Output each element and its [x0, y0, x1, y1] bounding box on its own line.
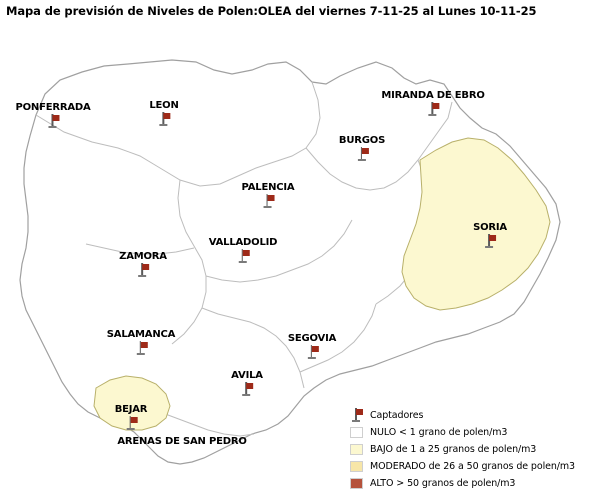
city-marker-zamora[interactable] [119, 251, 167, 277]
captador-pin-icon [158, 112, 171, 126]
city-marker-miranda-de-ebro[interactable] [381, 90, 484, 116]
captador-pin-icon [125, 416, 138, 430]
city-label: LEON [149, 100, 179, 111]
legend [350, 407, 594, 492]
city-marker-valladolid[interactable] [209, 237, 277, 263]
city-label: ARENAS DE SAN PEDRO [117, 436, 247, 447]
legend-row-alto [350, 475, 594, 491]
legend-label-bajo: BAJO de 1 a 25 granos de polen/m3 [370, 443, 537, 455]
map-canvas [0, 22, 600, 489]
captador-pin-icon [134, 341, 147, 355]
city-label: AVILA [231, 370, 263, 381]
captador-pin-icon [137, 263, 150, 277]
legend-row-moderado [350, 458, 594, 474]
city-label: SALAMANCA [106, 329, 176, 340]
captador-pin-icon [427, 102, 440, 116]
city-marker-leon[interactable] [149, 100, 178, 126]
captador-pin-icon [261, 194, 274, 208]
captador-pin-icon [236, 249, 249, 263]
legend-label-moderado: MODERADO de 26 a 50 granos de polen/m3 [370, 460, 575, 472]
city-label: BURGOS [338, 135, 386, 146]
city-label: PONFERRADA [15, 102, 91, 113]
captador-pin-icon [350, 408, 363, 422]
legend-swatch-nulo [350, 427, 363, 438]
legend-label-captadores: Captadores [370, 409, 424, 421]
city-marker-segovia[interactable] [288, 333, 336, 359]
city-marker-soria[interactable] [473, 222, 507, 248]
page-title: Mapa de previsión de Niveles de Polen:OLEA del viernes 7-11-25 al Lunes 10-11-25 [6, 4, 537, 18]
captador-pin-icon [356, 147, 369, 161]
captador-pin-icon [46, 114, 59, 128]
city-marker-palencia[interactable] [242, 182, 295, 208]
city-marker-arenas-de-san-pedro[interactable] [117, 436, 246, 447]
city-label: SEGOVIA [287, 333, 337, 344]
legend-row-nulo [350, 424, 594, 440]
city-marker-avila[interactable] [231, 370, 263, 396]
legend-swatch-bajo [350, 444, 363, 455]
captador-pin-icon [240, 382, 253, 396]
city-marker-burgos[interactable] [339, 135, 385, 161]
city-marker-bejar[interactable] [115, 404, 148, 430]
legend-row-bajo [350, 441, 594, 457]
legend-label-nulo: NULO < 1 grano de polen/m3 [370, 426, 508, 438]
city-label: PALENCIA [241, 182, 295, 193]
city-label: BEJAR [114, 404, 148, 415]
legend-swatch-alto [350, 478, 363, 489]
city-marker-ponferrada[interactable] [15, 102, 90, 128]
city-label: MIRANDA DE EBRO [381, 90, 485, 101]
legend-row-captadores [350, 407, 594, 423]
captador-pin-icon [306, 345, 319, 359]
city-marker-salamanca[interactable] [107, 329, 175, 355]
legend-swatch-moderado [350, 461, 363, 472]
legend-label-alto: ALTO > 50 granos de polen/m3 [370, 477, 516, 489]
captador-pin-icon [484, 234, 497, 248]
city-label: VALLADOLID [208, 237, 278, 248]
city-label: SORIA [473, 222, 507, 233]
city-label: ZAMORA [119, 251, 167, 262]
